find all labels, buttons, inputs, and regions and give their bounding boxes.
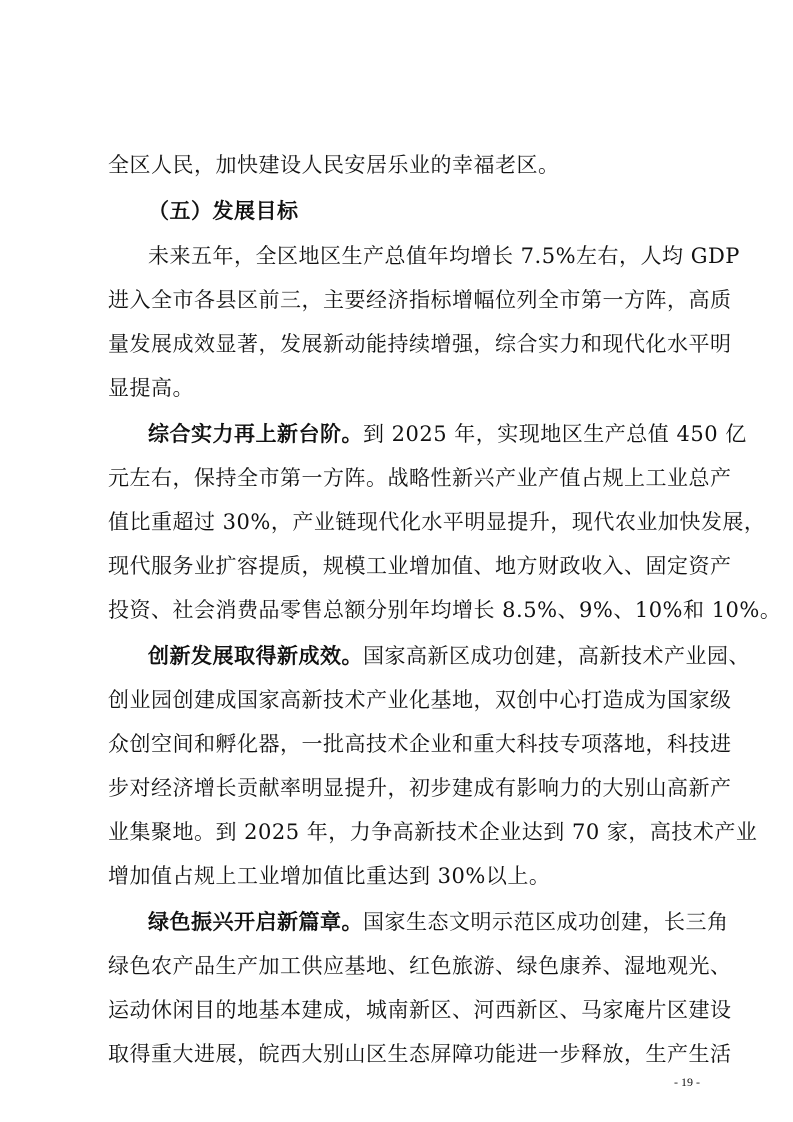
- paragraph-text: 到 2025 年，实现地区生产总值 450 亿: [363, 422, 747, 446]
- section-heading: （五）发展目标: [148, 199, 299, 223]
- paragraph-line: 步对经济增长贡献率明显提升，初步建成有影响力的大别山高新产: [108, 776, 732, 800]
- paragraph-line: 全区人民，加快建设人民安居乐业的幸福老区。: [108, 153, 560, 177]
- paragraph-text: 国家生态文明示范区成功创建，长三角: [363, 910, 729, 934]
- paragraph-line: 元左右，保持全市第一方阵。战略性新兴产业产值占规上工业总产: [108, 466, 732, 490]
- paragraph-line: 增加值占规上工业增加值比重达到 30%以上。: [108, 864, 551, 888]
- paragraph-lead: 创新发展取得新成效。: [148, 644, 363, 668]
- paragraph-line: 业集聚地。到 2025 年，力争高新技术企业达到 70 家，高技术产业: [108, 820, 758, 844]
- paragraph-line: 进入全市各县区前三，主要经济指标增幅位列全市第一方阵，高质: [108, 288, 732, 312]
- paragraph-line: 众创空间和孵化器，一批高技术企业和重大科技专项落地，科技进: [108, 732, 732, 756]
- paragraph-lead: 综合实力再上新台阶。: [148, 422, 363, 446]
- paragraph-line: 创业园创建成国家高新技术产业化基地，双创中心打造成为国家级: [108, 688, 732, 712]
- paragraph-text: 国家高新区成功创建，高新技术产业园、: [363, 644, 750, 668]
- paragraph-line: 量发展成效显著，发展新动能持续增强，综合实力和现代化水平明: [108, 332, 732, 356]
- paragraph-line: [148, 418, 747, 450]
- paragraph-line: [148, 640, 750, 672]
- paragraph-line: 绿色农产品生产加工供应基地、红色旅游、绿色康养、湿地观光、: [108, 954, 732, 978]
- paragraph-line: 投资、社会消费品零售总额分别年均增长 8.5%、9%、10%和 10%。: [108, 598, 782, 622]
- page-number: - 19 -: [674, 1075, 700, 1089]
- paragraph-line: 显提高。: [108, 376, 194, 400]
- paragraph-lead: 绿色振兴开启新篇章。: [148, 910, 363, 934]
- paragraph-line: 未来五年，全区地区生产总值年均增长 7.5%左右，人均 GDP: [148, 244, 740, 268]
- paragraph-line: 现代服务业扩容提质，规模工业增加值、地方财政收入、固定资产: [108, 554, 732, 578]
- paragraph-line: [148, 906, 729, 938]
- paragraph-line: 运动休闲目的地基本建成，城南新区、河西新区、马家庵片区建设: [108, 998, 732, 1022]
- paragraph-line: 取得重大进展，皖西大别山区生态屏障功能进一步释放，生产生活: [108, 1042, 732, 1066]
- paragraph-line: 值比重超过 30%，产业链现代化水平明显提升，现代农业加快发展，: [108, 510, 766, 534]
